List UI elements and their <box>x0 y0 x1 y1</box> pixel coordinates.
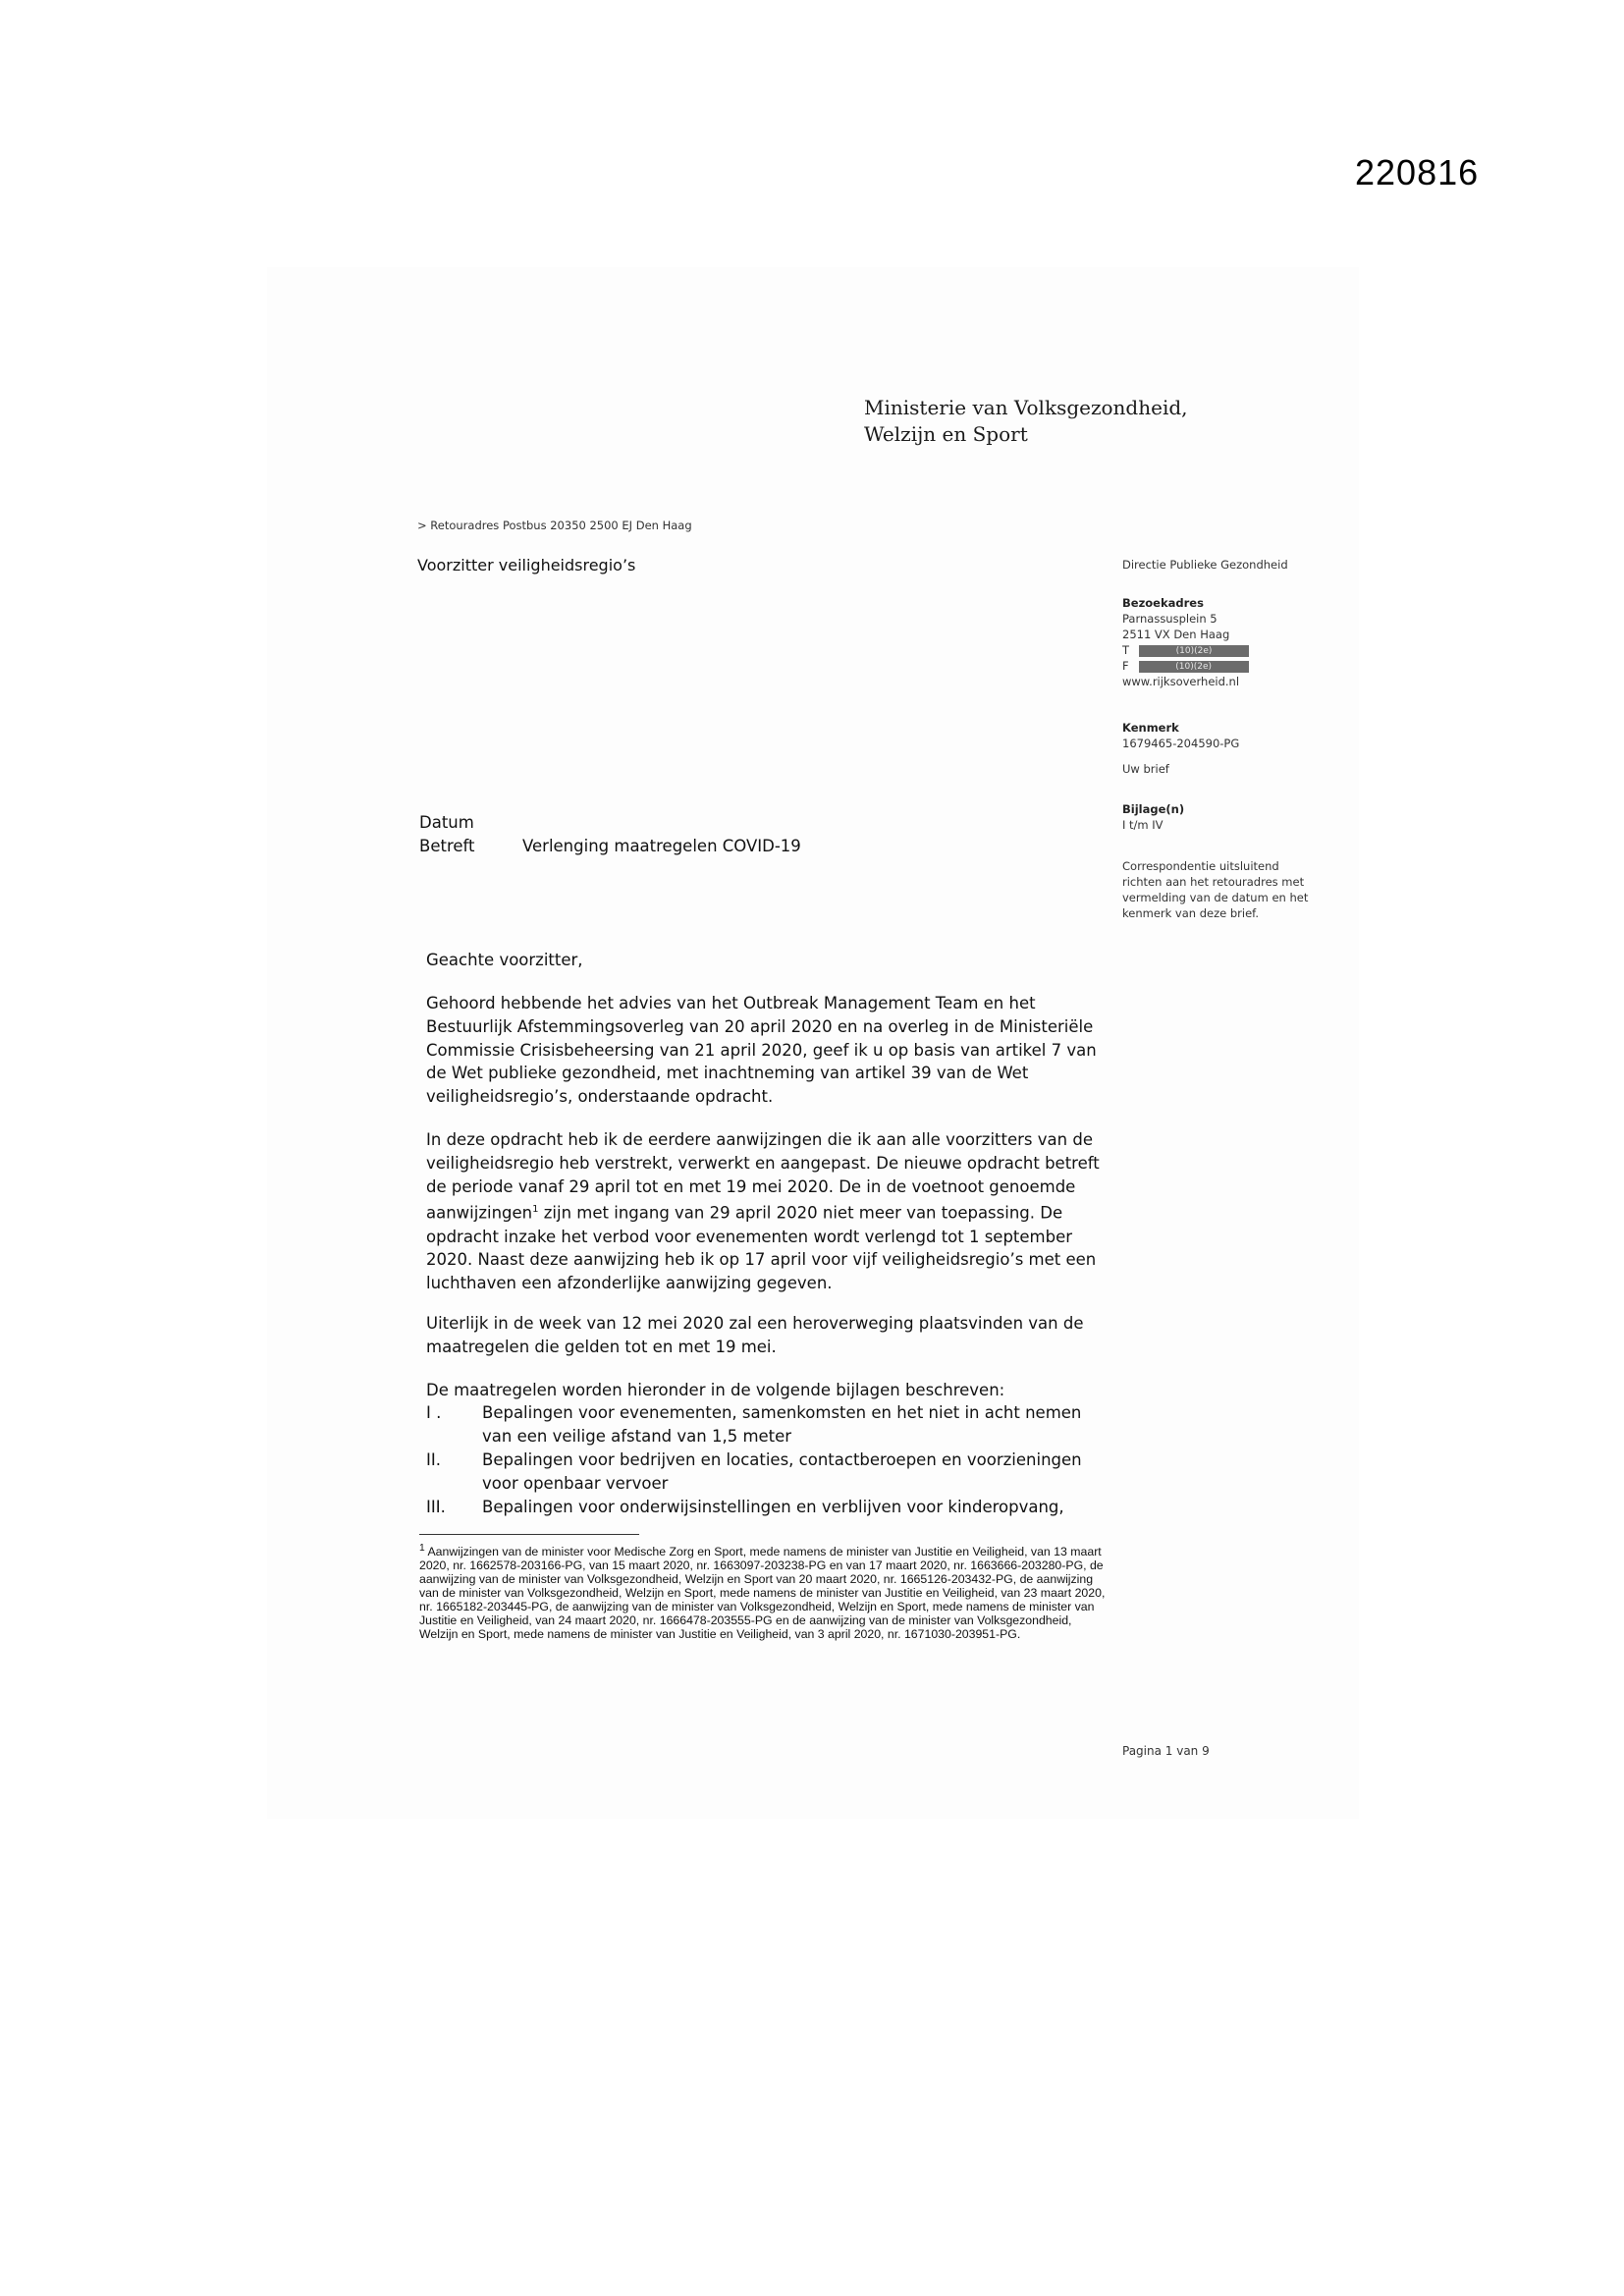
attachments-heading: Bijlage(n) <box>1122 802 1185 816</box>
fax-row <box>1122 658 1249 674</box>
return-address: > Retouradres Postbus 20350 2500 EJ Den Haag <box>417 519 692 532</box>
date-row <box>419 813 522 832</box>
list-item-number: II. <box>426 1450 441 1469</box>
list-item-text: Bepalingen voor bedrijven en locaties, contactberoepen en voorzieningen voor openbaar vervoer <box>482 1450 1082 1493</box>
reference-value: 1679465-204590-PG <box>1122 737 1240 750</box>
footnote-marker: 1 <box>419 1543 425 1554</box>
visit-city: 2511 VX Den Haag <box>1122 628 1230 641</box>
subject-value: Verlenging maatregelen COVID-19 <box>522 837 801 855</box>
list-item-text: Bepalingen voor evenementen, samenkomsten en het niet in acht nemen van een veilige afstand van 1,5 meter <box>482 1403 1082 1446</box>
footnote <box>419 1542 1111 1641</box>
paragraph-2-part-a: In deze opdracht heb ik de eerdere aanwijzingen die ik aan alle voorzitters van de veiligheidsregio heb verstrekt, verwerkt en aangepast. De nieuwe opdracht betreft de periode vanaf 29 april tot en met 19 mei 2020. De in de voetnoot genoemde aanwijzingen <box>426 1130 1100 1223</box>
sidebar-attachments <box>1122 801 1184 833</box>
visit-street: Parnassusplein 5 <box>1122 612 1218 626</box>
ministry-name-line2: Welzijn en Sport <box>864 422 1028 446</box>
page-number: Pagina 1 van 9 <box>1122 1744 1210 1758</box>
list-intro: De maatregelen worden hieronder in de volgende bijlagen beschreven: <box>426 1381 1005 1399</box>
footnote-text: Aanwijzingen van de minister voor Medische Zorg en Sport, mede namens de minister van Justitie en Veiligheid, van 13 maart 2020, nr. 1662578-203166-PG, van 15 maart 2020, nr. 1663097-203238-PG en van 17 maart 2020, nr. 1663666-203280-PG, de aanwijzing van de minister van Volksgezondheid, Welzijn en Sport van 20 maart 2020, nr. 1665126-203432-PG, de aanwijzing van de minister van Volksgezondheid, Welzijn en Sport, mede namens de minister van Justitie en Veiligheid, van 23 maart 2020, nr. 1665182-203445-PG, de aanwijzing van de minister van Volksgezondheid, Welzijn en Sport, mede namens de minister van Justitie en Veiligheid, van 24 maart 2020, nr. 1666478-203555-PG en de aanwijzing van de minister van Volksgezondheid, Welzijn en Sport, mede namens de minister van Justitie en Veiligheid, van 3 april 2020, nr. 1671030-203951-PG. <box>419 1545 1106 1642</box>
list-item-number: III. <box>426 1498 446 1516</box>
sidebar-visit-address <box>1122 595 1249 689</box>
attachments-value: I t/m IV <box>1122 818 1164 832</box>
paragraph-1: Gehoord hebbende het advies van het Outbreak Management Team en het Bestuurlijk Afstemmingsoverleg van 20 april 2020 en na overleg in de Ministeriële Commissie Crisisbeheersing van 21 april 2020, geef ik u op basis van artikel 7 van de Wet publieke gezondheid, met inachtneming van artikel 39 van de Wet veiligheidsregio’s, onderstaande opdracht. <box>426 994 1097 1107</box>
phone-row <box>1122 642 1249 658</box>
reference-heading: Kenmerk <box>1122 721 1179 735</box>
footnote-separator <box>419 1534 639 1535</box>
document-number: 220816 <box>1355 152 1480 192</box>
addressee: Voorzitter veiligheidsregio’s <box>417 556 636 574</box>
paragraph-2 <box>426 1128 1113 1295</box>
sidebar-department: Directie Publieke Gezondheid <box>1122 558 1288 572</box>
list-item-number: I . <box>426 1403 442 1422</box>
ministry-logo-text <box>864 395 1188 448</box>
phone-label: T <box>1122 643 1130 657</box>
fax-label: F <box>1122 659 1129 673</box>
ministry-name-line1: Ministerie van Volksgezondheid, <box>864 396 1188 419</box>
sidebar-reference <box>1122 720 1239 751</box>
phone-redaction: (10)(2e) <box>1139 645 1249 657</box>
list-item-text: Bepalingen voor onderwijsinstellingen en verblijven voor kinderopvang, <box>482 1498 1064 1516</box>
paragraph-2-part-b: zijn met ingang van 29 april 2020 niet meer van toepassing. De opdracht inzake het verbod voor evenementen wordt verlengd tot 1 september 2020. Naast deze aanwijzing heb ik op 17 april voor vijf veiligheidsregio’s met een luchthaven een afzonderlijke aanwijzing gegeven. <box>426 1203 1097 1293</box>
subject-label: Betreft <box>419 837 475 855</box>
footnote-ref: 1 <box>532 1204 539 1216</box>
website: www.rijksoverheid.nl <box>1122 675 1240 688</box>
salutation: Geachte voorzitter, <box>426 951 583 969</box>
your-letter-heading: Uw brief <box>1122 762 1169 776</box>
paragraph-3: Uiterlijk in de week van 12 mei 2020 zal een heroverweging plaatsvinden van de maatregelen die gelden tot en met 19 mei. <box>426 1314 1084 1356</box>
fax-redaction: (10)(2e) <box>1139 661 1249 673</box>
subject-row <box>419 837 801 855</box>
visit-address-heading: Bezoekadres <box>1122 596 1204 610</box>
date-label: Datum <box>419 813 474 832</box>
correspondence-note: Correspondentie uitsluitend richten aan het retouradres met vermelding van de datum en het kenmerk van deze brief. <box>1122 859 1309 920</box>
